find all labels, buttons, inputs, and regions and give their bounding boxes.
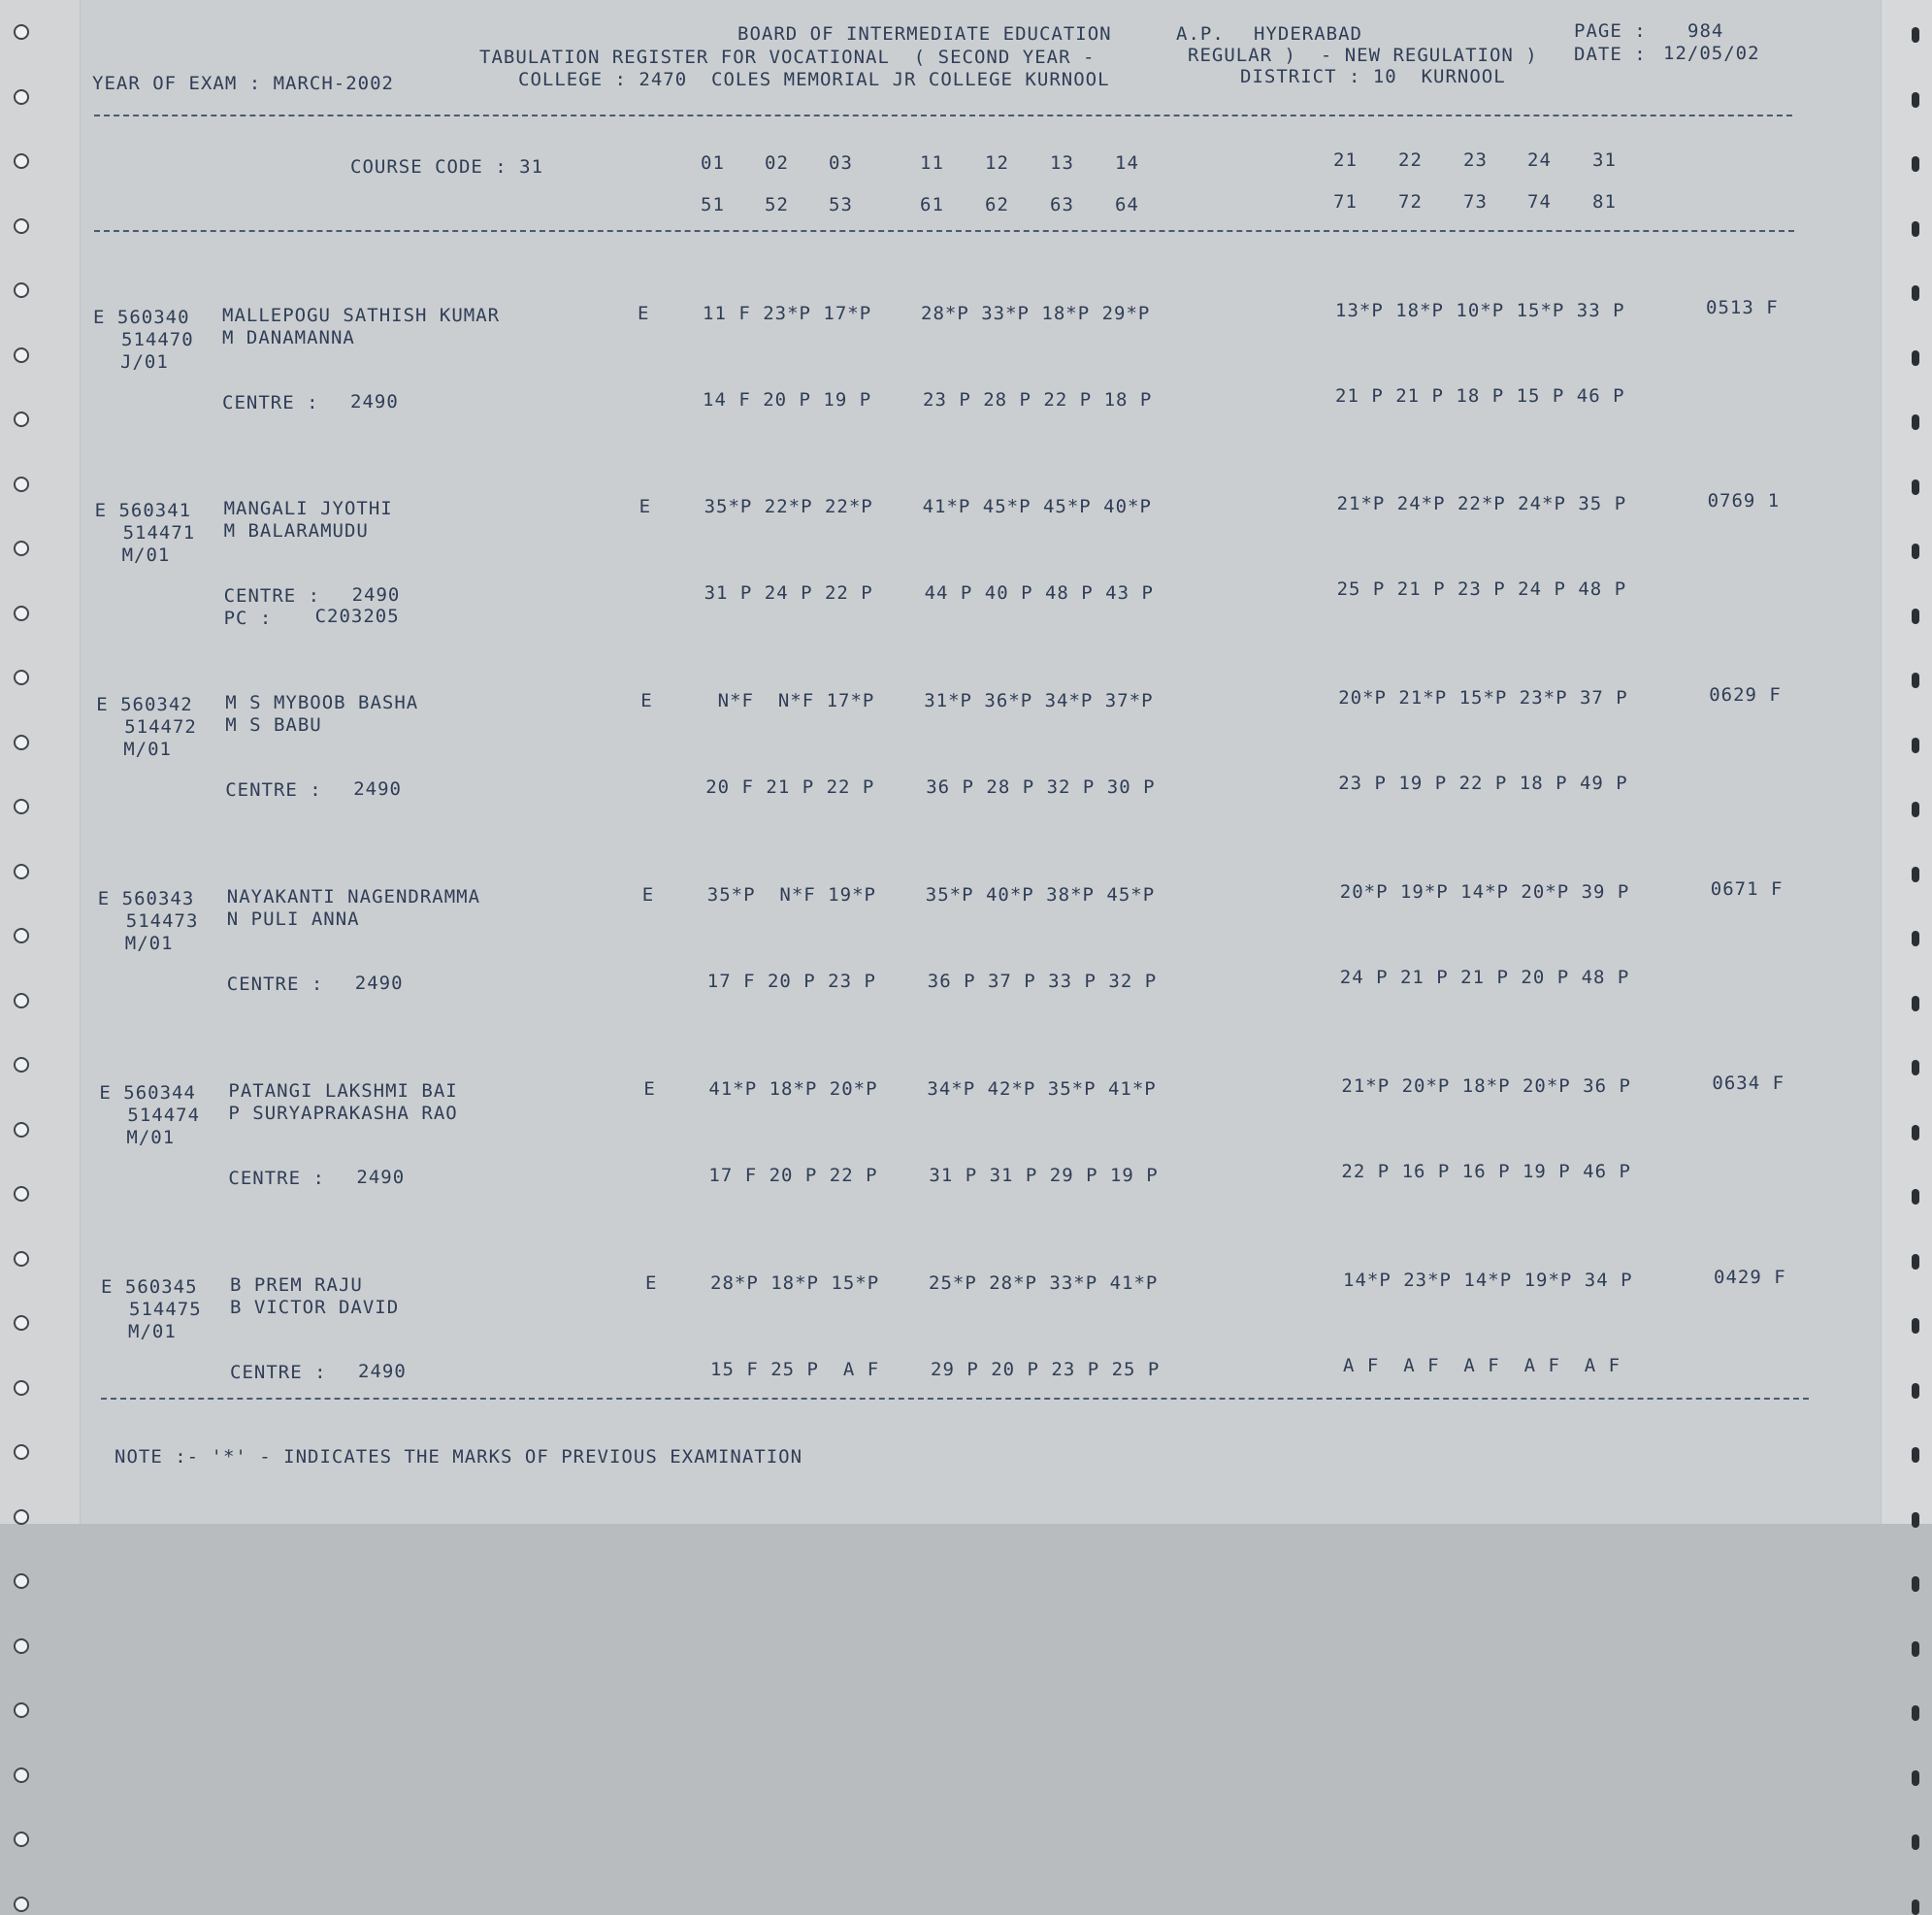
feed-hole <box>14 1509 29 1525</box>
feed-hole <box>14 670 29 685</box>
subject-code: 53 <box>829 194 853 215</box>
student-group: M/01 <box>121 545 171 566</box>
feed-hole <box>1912 221 1919 237</box>
centre-label: CENTRE : <box>223 585 321 607</box>
year-of-exam: YEAR OF EXAM : MARCH-2002 <box>92 73 394 94</box>
medium-code: E <box>638 303 650 324</box>
subject-code: 13 <box>1050 152 1074 174</box>
feed-hole <box>1912 1254 1919 1270</box>
marks-first-year-group2: 41*P 45*P 45*P 40*P <box>922 496 1152 517</box>
feed-hole <box>1912 1447 1919 1463</box>
total-result: 0671 F <box>1710 878 1784 900</box>
feed-hole <box>14 1122 29 1138</box>
subject-code: 61 <box>920 194 944 215</box>
marks-first-year-group1: 41*P 18*P 20*P <box>708 1078 878 1100</box>
total-result: 0429 F <box>1714 1267 1786 1288</box>
feed-hole <box>1912 285 1919 301</box>
subject-code: 31 <box>1592 149 1617 171</box>
centre-label: CENTRE : <box>228 1168 325 1189</box>
subject-code: 63 <box>1050 194 1074 215</box>
marks-first-year-group2: 35*P 40*P 38*P 45*P <box>925 884 1156 906</box>
feed-hole <box>14 864 29 879</box>
feed-hole <box>14 1251 29 1267</box>
subject-code: 14 <box>1115 152 1139 174</box>
total-result: 0634 F <box>1712 1073 1785 1094</box>
student-name: M S MYBOOB BASHA <box>225 692 419 713</box>
student-reg-no: E 560342 <box>96 694 193 715</box>
pc-label: PC : <box>223 608 273 629</box>
subject-code: 24 <box>1527 149 1552 171</box>
medium-code: E <box>639 496 652 517</box>
marks-second-year-group1: 15 F 25 P A F <box>710 1359 880 1380</box>
marks-first-year-group3: 21*P 24*P 22*P 24*P 35 P <box>1336 493 1627 514</box>
subject-code: 01 <box>701 152 725 174</box>
marks-second-year-group1: 20 F 21 P 22 P <box>705 776 875 798</box>
feed-hole <box>1912 1318 1919 1334</box>
marks-first-year-group2: 34*P 42*P 35*P 41*P <box>927 1078 1157 1100</box>
student-group: M/01 <box>128 1321 177 1342</box>
total-result: 0769 1 <box>1707 490 1781 512</box>
student-reg-no: E 560341 <box>94 500 192 521</box>
feed-hole <box>14 1315 29 1331</box>
feed-hole <box>14 541 29 556</box>
subject-code: 72 <box>1398 191 1423 213</box>
marks-first-year-group2: 28*P 33*P 18*P 29*P <box>921 303 1151 324</box>
subject-code: 74 <box>1527 191 1552 213</box>
feed-hole <box>1912 996 1919 1011</box>
feed-hole <box>1912 1383 1919 1399</box>
feed-hole <box>14 1832 29 1847</box>
college-info: COLLEGE : 2470 COLES MEMORIAL JR COLLEGE KURNOOL <box>518 69 1110 90</box>
marks-first-year-group2: 31*P 36*P 34*P 37*P <box>924 690 1154 711</box>
feed-hole <box>1912 1512 1919 1528</box>
tractor-feed-left <box>0 0 81 1524</box>
centre-code: 2490 <box>356 1167 406 1188</box>
feed-hole <box>14 89 29 105</box>
student-roll-no: 514470 <box>121 329 194 350</box>
feed-hole <box>1912 1189 1919 1205</box>
student-roll-no: 514472 <box>124 716 197 738</box>
student-group: M/01 <box>123 739 172 760</box>
student-group: J/01 <box>120 351 169 373</box>
feed-hole <box>1912 931 1919 946</box>
father-name: M S BABU <box>225 714 322 736</box>
feed-hole <box>14 1897 29 1912</box>
father-name: M BALARAMUDU <box>223 520 369 542</box>
date-label: DATE : <box>1574 44 1647 65</box>
feed-hole <box>14 799 29 814</box>
student-name: B PREM RAJU <box>230 1274 363 1296</box>
medium-code: E <box>645 1272 658 1294</box>
marks-second-year-group3: 23 P 19 P 22 P 18 P 49 P <box>1338 773 1628 794</box>
feed-hole <box>14 606 29 621</box>
subject-code: 11 <box>920 152 944 174</box>
centre-label: CENTRE : <box>222 392 319 413</box>
separator-header <box>94 230 1794 232</box>
subject-code: 03 <box>829 152 853 174</box>
feed-hole <box>1912 479 1919 495</box>
feed-hole <box>14 218 29 234</box>
feed-hole <box>1912 738 1919 753</box>
father-name: P SURYAPRAKASHA RAO <box>228 1103 458 1124</box>
student-group: M/01 <box>124 933 174 954</box>
father-name: B VICTOR DAVID <box>230 1297 400 1318</box>
marks-first-year-group1: 35*P N*F 19*P <box>706 884 876 906</box>
student-roll-no: 514475 <box>129 1299 202 1320</box>
subject-code: 64 <box>1115 194 1139 215</box>
separator-bottom <box>101 1398 1809 1400</box>
feed-hole <box>1912 1060 1919 1075</box>
medium-code: E <box>643 1078 656 1100</box>
subject-code: 73 <box>1463 191 1488 213</box>
regulation-label: REGULAR ) - NEW REGULATION ) <box>1188 45 1538 66</box>
feed-hole <box>14 153 29 169</box>
subject-code: 71 <box>1333 191 1358 213</box>
centre-code: 2490 <box>353 778 402 800</box>
separator-top <box>94 115 1792 116</box>
feed-hole <box>1912 1125 1919 1140</box>
marks-second-year-group2: 31 P 31 P 29 P 19 P <box>929 1165 1159 1186</box>
feed-hole <box>14 1186 29 1202</box>
student-group: M/01 <box>126 1127 176 1148</box>
feed-hole <box>1912 350 1919 366</box>
feed-hole <box>14 347 29 363</box>
marks-second-year-group2: 44 P 40 P 48 P 43 P <box>924 582 1154 604</box>
subject-code: 62 <box>985 194 1009 215</box>
marks-second-year-group3: 22 P 16 P 16 P 19 P 46 P <box>1341 1161 1631 1182</box>
feed-hole <box>14 928 29 943</box>
student-roll-no: 514474 <box>127 1105 201 1126</box>
marks-first-year-group3: 21*P 20*P 18*P 20*P 36 P <box>1341 1075 1631 1097</box>
feed-hole <box>14 282 29 298</box>
marks-first-year-group3: 14*P 23*P 14*P 19*P 34 P <box>1343 1270 1633 1291</box>
course-code: COURSE CODE : 31 <box>350 156 544 178</box>
centre-code: 2490 <box>358 1361 407 1382</box>
student-reg-no: E 560344 <box>99 1082 196 1104</box>
register-title: TABULATION REGISTER FOR VOCATIONAL ( SECOND YEAR - <box>479 47 1096 68</box>
feed-hole <box>1912 1641 1919 1657</box>
student-name: PATANGI LAKSHMI BAI <box>228 1080 458 1102</box>
feed-hole <box>14 993 29 1008</box>
feed-hole <box>14 735 29 750</box>
marks-second-year-group2: 36 P 37 P 33 P 32 P <box>927 971 1158 992</box>
date-value: 12/05/02 <box>1663 43 1760 64</box>
marks-first-year-group1: 35*P 22*P 22*P <box>704 496 873 517</box>
marks-second-year-group1: 31 P 24 P 22 P <box>704 582 873 604</box>
feed-hole <box>14 1057 29 1073</box>
marks-first-year-group1: 11 F 23*P 17*P <box>703 303 872 324</box>
district-info: DISTRICT : 10 KURNOOL <box>1240 66 1506 87</box>
student-name: MANGALI JYOTHI <box>223 498 393 519</box>
father-name: M DANAMANNA <box>222 327 355 348</box>
centre-code: 2490 <box>354 973 404 994</box>
marks-first-year-group1: 28*P 18*P 15*P <box>710 1272 880 1294</box>
marks-first-year-group3: 20*P 21*P 15*P 23*P 37 P <box>1338 687 1628 709</box>
father-name: N PULI ANNA <box>226 908 360 930</box>
feed-hole <box>14 1573 29 1589</box>
medium-code: E <box>640 690 653 711</box>
state-label: A.P. <box>1176 23 1225 45</box>
feed-hole <box>14 1638 29 1654</box>
feed-hole <box>14 1380 29 1396</box>
subject-code: 12 <box>985 152 1009 174</box>
feed-hole <box>1912 673 1919 688</box>
marks-first-year-group1: N*F N*F 17*P <box>705 690 875 711</box>
subject-code: 23 <box>1463 149 1488 171</box>
feed-hole <box>1912 1834 1919 1850</box>
feed-hole <box>1912 867 1919 882</box>
feed-hole <box>1912 609 1919 624</box>
marks-second-year-group3: 21 P 21 P 18 P 15 P 46 P <box>1335 385 1625 407</box>
student-reg-no: E 560343 <box>97 888 195 909</box>
marks-first-year-group3: 20*P 19*P 14*P 20*P 39 P <box>1339 881 1630 903</box>
subject-code: 51 <box>701 194 725 215</box>
feed-hole <box>1912 1899 1919 1915</box>
pc-code: C203205 <box>314 606 400 627</box>
student-name: MALLEPOGU SATHISH KUMAR <box>222 305 501 326</box>
tractor-feed-right <box>1881 0 1932 1524</box>
marks-second-year-group3: 24 P 21 P 21 P 20 P 48 P <box>1339 967 1630 988</box>
marks-second-year-group1: 17 F 20 P 22 P <box>708 1165 878 1186</box>
feed-hole <box>14 1702 29 1718</box>
marks-second-year-group2: 36 P 28 P 32 P 30 P <box>926 776 1156 798</box>
subject-code: 52 <box>765 194 789 215</box>
student-roll-no: 514471 <box>122 522 196 544</box>
student-reg-no: E 560345 <box>101 1276 198 1298</box>
centre-label: CENTRE : <box>225 779 322 801</box>
centre-code: 2490 <box>350 391 399 413</box>
feed-hole <box>1912 1770 1919 1786</box>
feed-hole <box>14 24 29 40</box>
subject-code: 21 <box>1333 149 1358 171</box>
subject-code: 22 <box>1398 149 1423 171</box>
feed-hole <box>1912 156 1919 172</box>
marks-second-year-group1: 14 F 20 P 19 P <box>703 389 872 411</box>
total-result: 0629 F <box>1709 684 1782 706</box>
student-name: NAYAKANTI NAGENDRAMMA <box>226 886 481 908</box>
page-number: 984 <box>1687 20 1724 42</box>
feed-hole <box>1912 1576 1919 1592</box>
subject-code: 81 <box>1592 191 1617 213</box>
footer-note: NOTE :- '*' - INDICATES THE MARKS OF PREVIOUS EXAMINATION <box>115 1446 803 1468</box>
feed-hole <box>1912 1705 1919 1721</box>
centre-label: CENTRE : <box>230 1362 327 1383</box>
feed-hole <box>14 1767 29 1783</box>
feed-hole <box>1912 92 1919 108</box>
marks-second-year-group3: A F A F A F A F A F <box>1343 1355 1621 1376</box>
marks-second-year-group1: 17 F 20 P 23 P <box>706 971 876 992</box>
subject-code: 02 <box>765 152 789 174</box>
feed-hole <box>1912 544 1919 559</box>
total-result: 0513 F <box>1706 297 1779 318</box>
marks-second-year-group2: 29 P 20 P 23 P 25 P <box>931 1359 1161 1380</box>
marks-second-year-group2: 23 P 28 P 22 P 18 P <box>923 389 1153 411</box>
marks-second-year-group3: 25 P 21 P 23 P 24 P 48 P <box>1336 578 1627 600</box>
centre-label: CENTRE : <box>226 974 324 995</box>
student-roll-no: 514473 <box>125 910 199 932</box>
medium-code: E <box>641 884 655 906</box>
marks-first-year-group3: 13*P 18*P 10*P 15*P 33 P <box>1335 300 1625 321</box>
page-label: PAGE : <box>1574 20 1647 42</box>
feed-hole <box>14 1444 29 1460</box>
centre-code: 2490 <box>351 584 401 606</box>
feed-hole <box>1912 414 1919 430</box>
feed-hole <box>1912 27 1919 43</box>
feed-hole <box>14 477 29 492</box>
marks-first-year-group2: 25*P 28*P 33*P 41*P <box>929 1272 1159 1294</box>
feed-hole <box>1912 802 1919 817</box>
board-title: BOARD OF INTERMEDIATE EDUCATION <box>737 23 1112 45</box>
city-label: HYDERABAD <box>1254 23 1362 45</box>
student-reg-no: E 560340 <box>93 307 190 328</box>
feed-hole <box>14 412 29 427</box>
